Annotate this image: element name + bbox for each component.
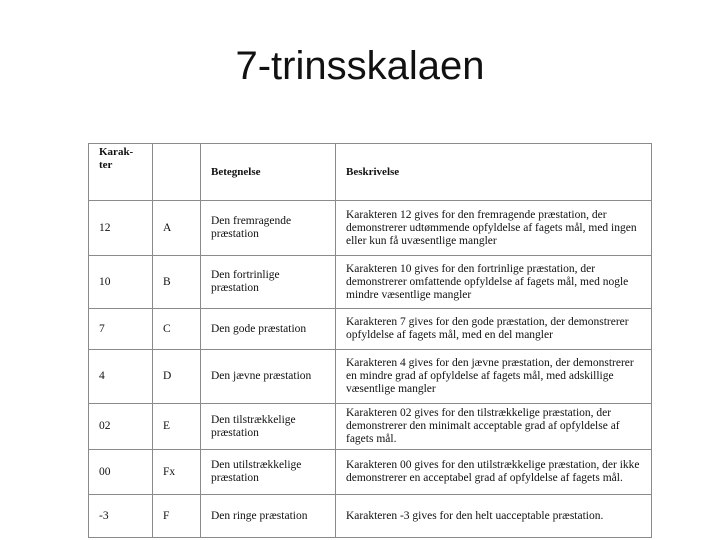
grade-value: 02 <box>89 404 153 450</box>
table-row <box>89 404 652 450</box>
table-row <box>89 256 652 309</box>
slide-title: 7-trinsskalaen <box>235 44 485 88</box>
grade-value: 12 <box>89 201 153 256</box>
grade-value: 4 <box>89 350 153 404</box>
grade-description: Karakteren 00 gives for den utilstrækkelige præstation, der ikke demonstrerer en acceptabel grad af opfyldelse af fagets mål. <box>336 450 652 495</box>
grade-value: 00 <box>89 450 153 495</box>
grade-name: Den fremragende præstation <box>201 201 336 256</box>
grade-description: Karakteren 02 gives for den tilstrækkelige præstation, der demonstrerer den minimalt acceptable grad af opfyldelse af fagets mål. <box>336 404 652 450</box>
table-row <box>89 495 652 538</box>
header-karakter <box>89 144 153 201</box>
header-karakter-line2: ter <box>99 159 113 171</box>
grade-description: Karakteren 7 gives for den gode præstation, der demonstrerer opfyldelse af fagets mål, med en del mangler <box>336 309 652 350</box>
grade-description: Karakteren 4 gives for den jævne præstation, der demonstrerer en mindre grad af opfyldelse af fagets mål, med adskillige væsentlige mangler <box>336 350 652 404</box>
grade-letter: Fx <box>153 450 201 495</box>
grade-letter: F <box>153 495 201 538</box>
header-letter <box>153 144 201 201</box>
header-beskrivelse: Beskrivelse <box>336 144 652 201</box>
table-header-row <box>89 144 652 201</box>
table-row <box>89 450 652 495</box>
grade-name: Den tilstrækkelige præstation <box>201 404 336 450</box>
table-row <box>89 309 652 350</box>
grade-name: Den gode præstation <box>201 309 336 350</box>
header-betegnelse: Betegnelse <box>201 144 336 201</box>
grade-value: 10 <box>89 256 153 309</box>
grade-value: -3 <box>89 495 153 538</box>
grade-name: Den utilstrækkelige præstation <box>201 450 336 495</box>
grade-letter: E <box>153 404 201 450</box>
grade-description: Karakteren -3 gives for den helt uacceptable præstation. <box>336 495 652 538</box>
table-row <box>89 350 652 404</box>
table-row <box>89 201 652 256</box>
header-karakter-line1: Karak- <box>99 146 134 158</box>
grade-description: Karakteren 10 gives for den fortrinlige præstation, der demonstrerer omfattende opfyldelse af fagets mål, med nogle mindre væsentlige mangler <box>336 256 652 309</box>
grade-letter: C <box>153 309 201 350</box>
grade-scale-table <box>88 143 652 538</box>
grade-name: Den jævne præstation <box>201 350 336 404</box>
grade-description: Karakteren 12 gives for den fremragende præstation, der demonstrerer udtømmende opfyldelse af fagets mål, med ingen eller kun få uvæsentlige mangler <box>336 201 652 256</box>
grade-name: Den ringe præstation <box>201 495 336 538</box>
grade-letter: D <box>153 350 201 404</box>
grade-letter: B <box>153 256 201 309</box>
grade-name: Den fortrinlige præstation <box>201 256 336 309</box>
grade-value: 7 <box>89 309 153 350</box>
grade-letter: A <box>153 201 201 256</box>
